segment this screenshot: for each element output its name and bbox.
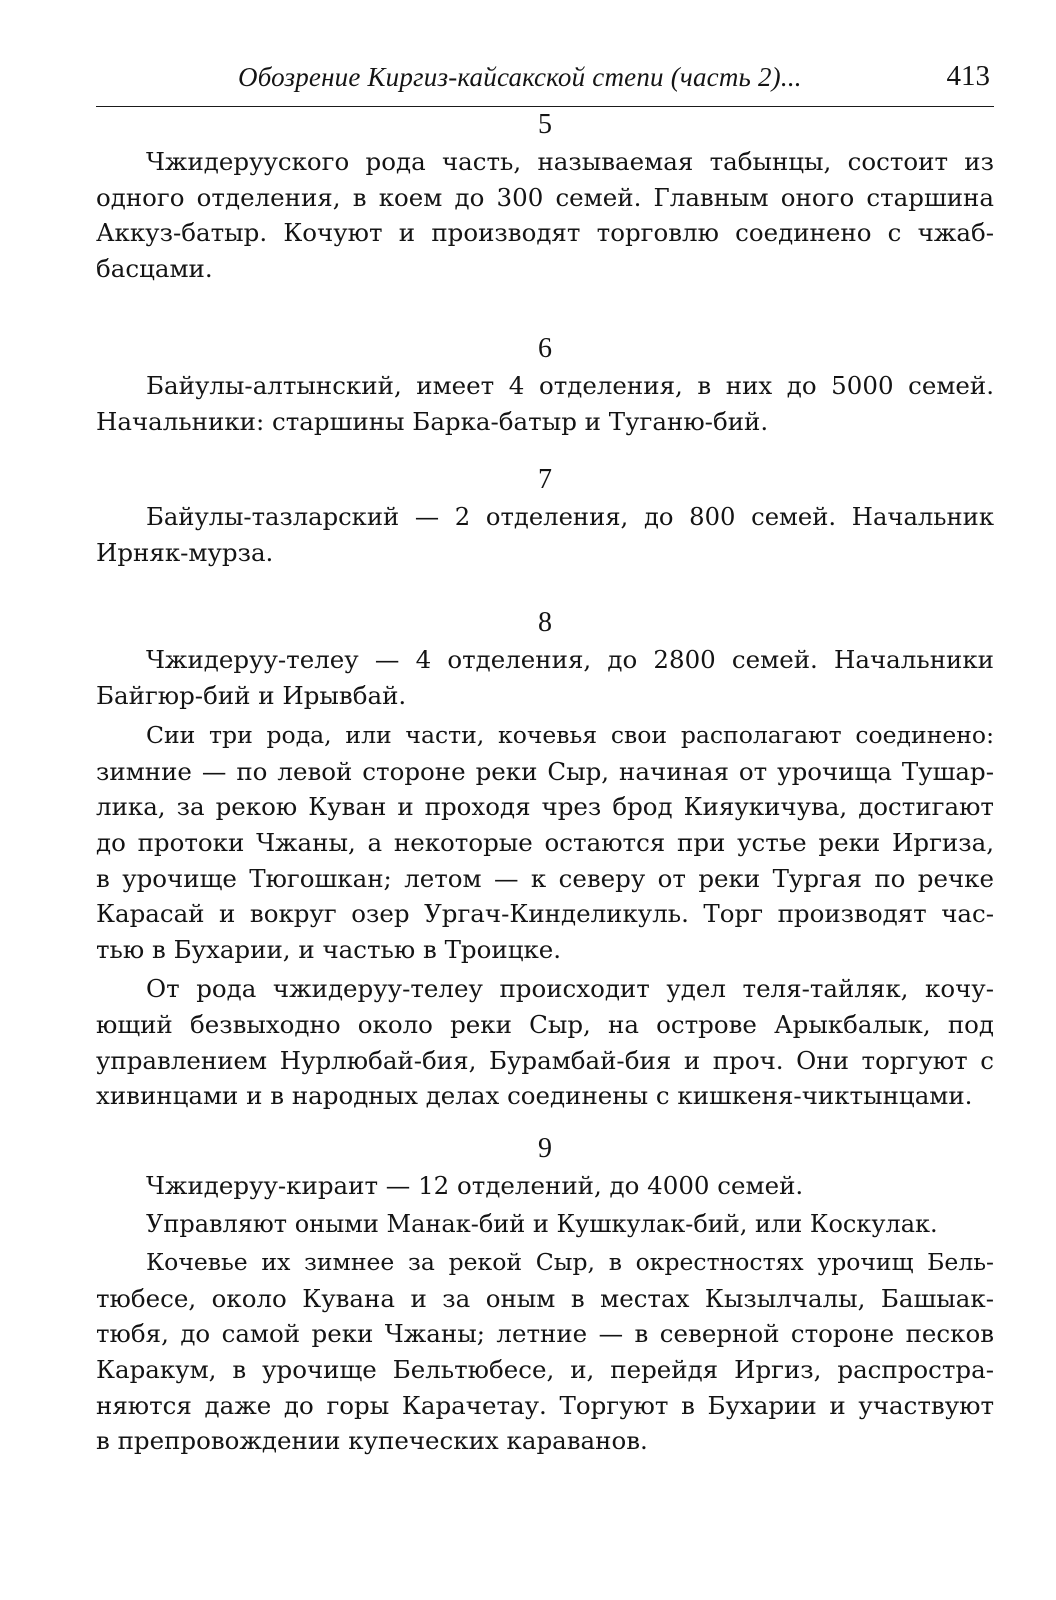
text-line: Кочевье их зимнее за рекой Сыр, в окрестностях урочищ Бель-: [146, 1248, 994, 1277]
text-line: От рода чжидеруу-телеу происходит удел теля-тайляк, кочу-: [146, 974, 994, 1004]
text-line: Ирняк-мурза.: [96, 537, 274, 567]
text-line: Сии три рода, или части, кочевья свои располагают соединено:: [146, 721, 994, 750]
text-line: Чжидерууского рода часть, называемая табынцы, состоит из: [146, 147, 994, 176]
text-line: Каракум, в урочище Бельтюбесе, и, перейдя Иргиз, распростра-: [96, 1354, 994, 1384]
running-header: [96, 58, 994, 107]
paragraph: [96, 1245, 994, 1459]
text-line: тюбя, до самой реки Чжаны; летние — в северной стороне песков: [96, 1319, 994, 1349]
text-line: Начальники: старшины Барка-батыр и Туганю-бий.: [96, 406, 769, 436]
text-line: Байулы-алтынский, имеет 4 отделения, в них до 5000 семей.: [146, 371, 994, 400]
text-line: ющий безвыходно около реки Сыр, на острове Арыкбалык, под: [96, 1009, 994, 1039]
text-line: тью в Бухарии, и частью в Троицке.: [96, 934, 562, 964]
text-line: в урочище Тюгошкан; летом — к северу от реки Тургая по речке: [96, 863, 994, 893]
section-7: [96, 461, 994, 570]
section-number: 8: [538, 607, 552, 638]
paragraph: [96, 1168, 994, 1204]
running-title: Обозрение Киргиз-кайсакской степи (часть 2)...: [238, 62, 802, 92]
text-line: няются даже до горы Карачетау. Торгуют в Бухарии и участвуют: [96, 1390, 994, 1420]
section-number: 6: [538, 333, 552, 364]
section-5: [96, 106, 994, 286]
text-line: Чжидеруу-телеу — 4 отделения, до 2800 семей. Начальники: [146, 645, 994, 674]
text-line: лика, за рекою Куван и проходя чрез брод Кияукичува, достигают: [96, 792, 994, 822]
text-line: Управляют оными Манак-бий и Кушкулак-бий, или Коскулак.: [146, 1209, 938, 1238]
section-number: 5: [538, 109, 552, 140]
text-line: басцами.: [96, 253, 213, 283]
text-line: Байгюр-бий и Ирывбай.: [96, 680, 407, 710]
text-line: Байулы-тазларский — 2 отделения, до 800 семей. Начальник: [146, 502, 994, 531]
text-line: Аккуз-батыр. Кочуют и производят торговлю соединено с чжаб-: [96, 218, 994, 248]
paragraph: [96, 499, 994, 570]
paragraph: [96, 368, 994, 439]
text-line: в препровождении купеческих караванов.: [96, 1426, 648, 1456]
text-line: одного отделения, в коем до 300 семей. Главным оного старшина: [96, 182, 994, 212]
text-line: тюбесе, около Кувана и за оным в местах Кызылчалы, Башыак-: [96, 1283, 994, 1313]
section-8: [96, 604, 994, 1114]
page-number: 413: [946, 60, 990, 92]
section-6: [96, 330, 994, 439]
text-line: хивинцами и в народных делах соединены с кишкеня-чиктынцами.: [96, 1081, 973, 1111]
book-page: [96, 58, 994, 1456]
paragraph: [96, 971, 994, 1113]
paragraph: [96, 144, 994, 286]
section-9: [96, 1130, 994, 1459]
text-line: управлением Нурлюбай-бия, Бурамбай-бия и проч. Они торгуют с: [96, 1045, 994, 1075]
text-line: Чжидеруу-кираит — 12 отделений, до 4000 семей.: [146, 1171, 804, 1200]
text-line: Карасай и вокруг озер Ургач-Кинделикуль. Торг производят час-: [96, 899, 994, 929]
text-line: до протоки Чжаны, а некоторые остаются при устье реки Иргиза,: [96, 827, 994, 857]
paragraph: [96, 718, 994, 967]
paragraph: [96, 642, 994, 713]
section-number: 9: [538, 1133, 552, 1164]
text-line: зимние — по левой стороне реки Сыр, начиная от урочища Тушар-: [96, 756, 994, 786]
section-number: 7: [538, 464, 552, 495]
paragraph: [96, 1207, 994, 1243]
